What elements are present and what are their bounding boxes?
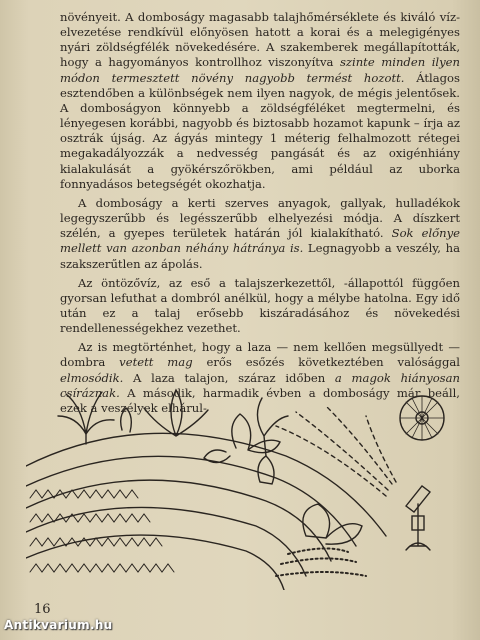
body-text (60, 10, 460, 420)
page-number: 16 (34, 602, 51, 617)
paragraph (60, 276, 460, 337)
text-run: A domboságy a kerti szerves anyagok, gallyak, hulladékok legegyszerűbb és legésszerűbb elhelyezési módja. A díszkert szélén, a gyepes területek határán jól kialakítható. (60, 195, 460, 241)
italic-text: szinte minden ilyen módon termesztett növény nagyobb termést hozott. (60, 55, 460, 85)
text-run: Az öntözővíz, az eső a talajszerkezettől, -állapottól függően gyorsan lefuthat a dombról anélkül, hogy a mélybe hatolna. Egy idő után ez a talaj erősebb kiszáradásához és növekedési rendellenességekhez vezethet. (60, 275, 460, 336)
text-run: Legnagyobb a veszély, ha szakszerűtlen az ápolás. (60, 241, 461, 271)
italic-text: vetett mag (119, 355, 193, 370)
text-run: növényeit. A domboságy magasabb talajhőmérséklete és kiváló vízelvezetése rendkívül előnyösen hatott a korai és a melegigényes nyári zöldségfélék növekedésére. A szakemberek megállapították, hogy a hagyományos kontrollhoz viszonyítva (60, 10, 460, 70)
text-run: A laza talajon, száraz időben (123, 370, 335, 385)
paragraph (60, 10, 460, 192)
text-run: erős esőzés következtében valósággal (192, 355, 460, 370)
text-run: A második, harmadik évben a domboságy már beáll, ezek a veszélyek elhárul- (60, 385, 460, 415)
italic-text: a magok hiányosan csíráznak. (60, 370, 461, 400)
paragraph (60, 196, 460, 272)
text-run: Átlagos esztendőben a különbségek nem ilyen nagyok, de mégis jelentősek. A domboságyon könnyebb a zöldségféléket megtermelni, és lényegesen korábbi, nagyobb és biztosabb hozamot kapunk – írja az osztrák újság. Az ágyás mintegy 1 méterig felhalmozott rétegei megakadályozzák a nedvesség pangását és az oxigénhiány kialakulását a gyökérszőrökben, ami például az uborka fonnyadásos betegségét okozhatja. (60, 70, 460, 191)
italic-text: Sok előnye mellett van azonban néhány hátránya is. (60, 226, 461, 256)
watermark: Antikvarium.hu (4, 618, 113, 632)
italic-text: elmosódik. (60, 370, 124, 385)
text-run: Az is megtörténhet, hogy a laza — nem kellően megsüllyedt — dombra (60, 340, 460, 370)
mound-bed-illustration (26, 386, 466, 590)
